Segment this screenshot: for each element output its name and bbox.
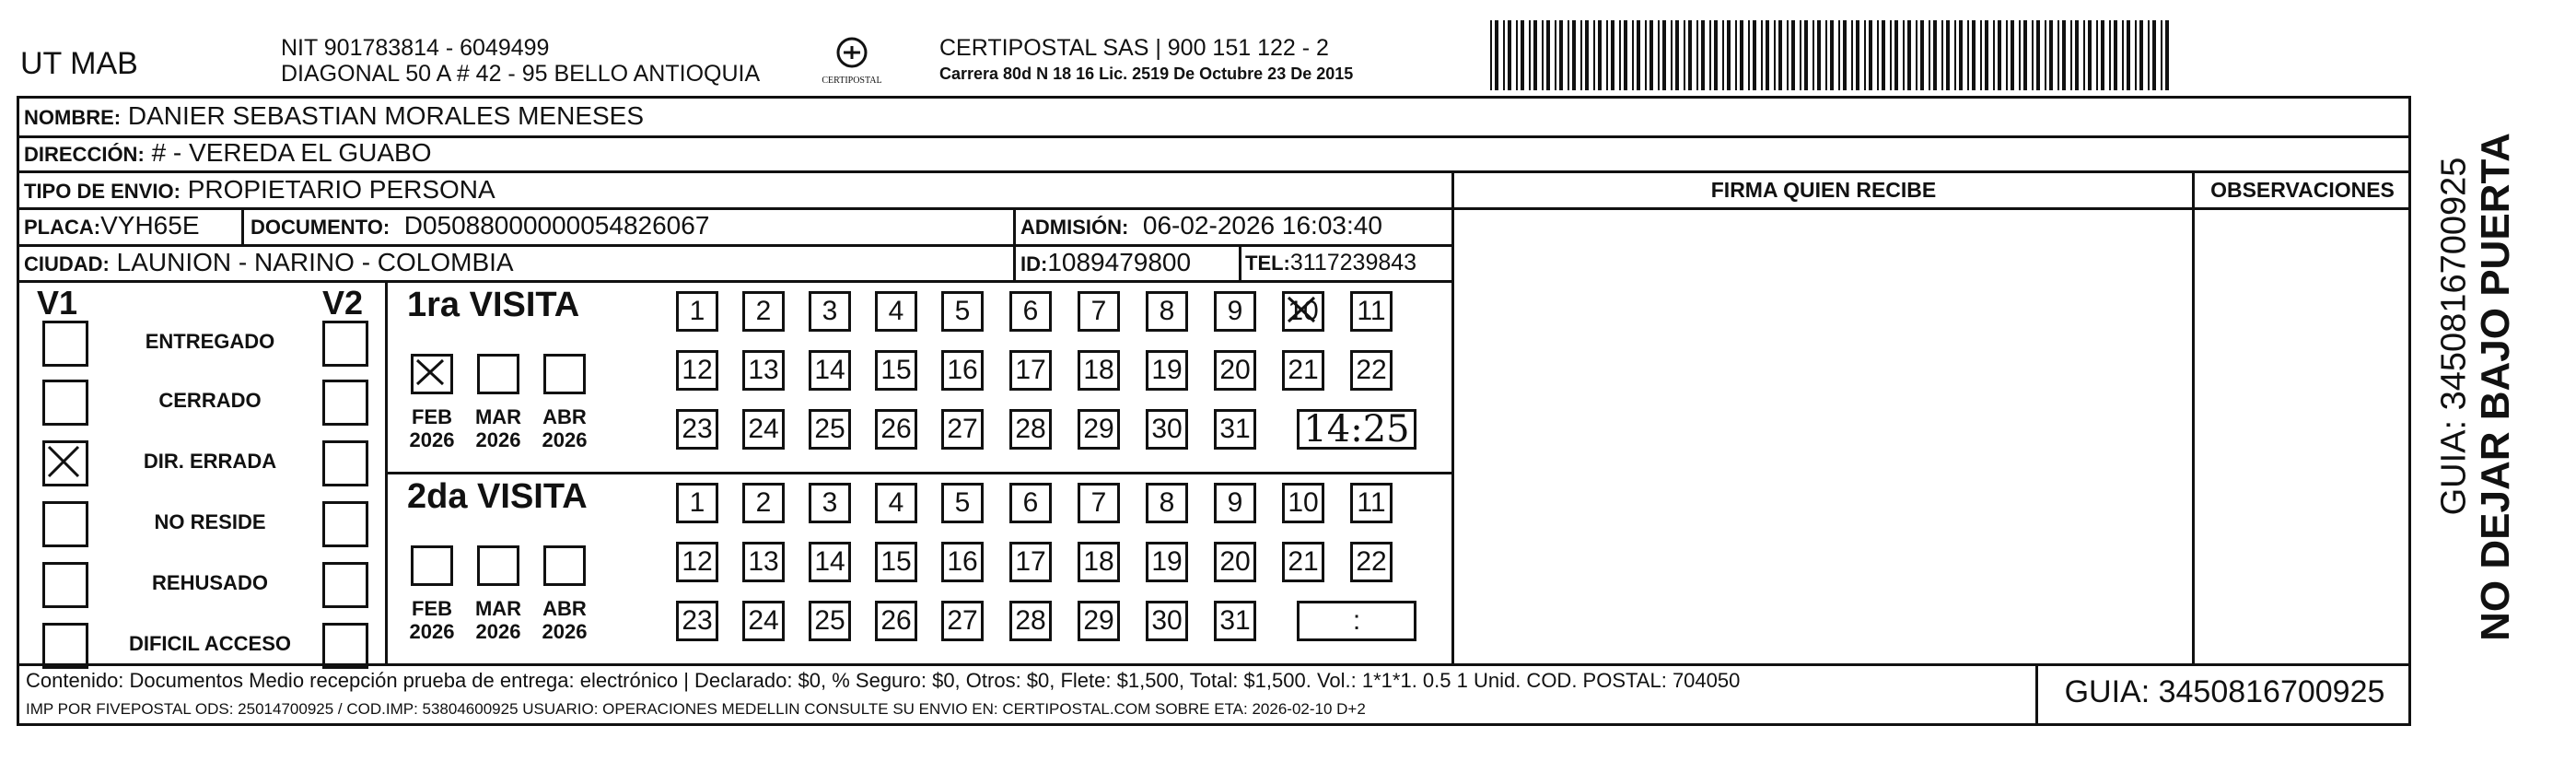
admision-value: 06-02-2026 16:03:40 xyxy=(1142,211,1382,240)
status-v1-checkbox[interactable] xyxy=(42,321,88,367)
barcode-bar xyxy=(1774,20,1776,90)
day-box[interactable]: 3 xyxy=(809,483,851,523)
logo-text: CERTIPOSTAL xyxy=(822,76,882,86)
barcode-bar xyxy=(1632,20,1634,90)
day-box[interactable]: 25 xyxy=(809,409,851,450)
barcode-bar xyxy=(2011,20,2014,90)
day-box[interactable]: 13 xyxy=(742,542,785,582)
carrier-name: CERTIPOSTAL SAS | 900 151 122 - 2 xyxy=(939,35,1329,61)
barcode-bar xyxy=(1804,20,1808,90)
barcode-bar xyxy=(1882,20,1885,90)
day-box[interactable]: 6 xyxy=(1009,483,1052,523)
day-box[interactable]: 9 xyxy=(1214,291,1256,332)
status-v2-checkbox[interactable] xyxy=(322,380,368,426)
day-box[interactable]: 27 xyxy=(941,601,984,641)
day-box[interactable]: 30 xyxy=(1146,601,1188,641)
status-label: NO RESIDE xyxy=(154,510,266,533)
barcode xyxy=(1490,20,2176,90)
barcode-bar xyxy=(1606,20,1608,90)
barcode-bar xyxy=(1929,20,1930,90)
barcode-bar xyxy=(2006,20,2008,90)
barcode-bar xyxy=(2122,20,2124,90)
barcode-bar xyxy=(1735,20,1737,90)
barcode-bar xyxy=(1761,20,1763,90)
footer-contenido: Contenido: Documentos Medio recepción prueba de entrega: electrónico | Declarado: $0, % Seguro: $0, Otros: $0, Flete: $1,500, Total: $1,500. Vol.: 1*1*1. 0.5 1 Unid. COD. POSTAL: 704050 xyxy=(26,669,1741,692)
barcode-bar xyxy=(2088,20,2092,90)
barcode-bar xyxy=(2049,20,2053,90)
day-box[interactable]: 19 xyxy=(1146,350,1188,391)
barcode-bar xyxy=(1722,20,1724,90)
barcode-bar xyxy=(1980,20,1982,90)
day-box[interactable]: 1 xyxy=(676,483,718,523)
day-box[interactable]: 10 xyxy=(1282,483,1324,523)
check-x-icon xyxy=(1285,294,1322,329)
day-box[interactable]: 29 xyxy=(1078,601,1120,641)
barcode-bar xyxy=(1662,20,1666,90)
documento-value: D05088000000054826067 xyxy=(403,211,710,240)
barcode-bar xyxy=(1864,20,1866,90)
admision-row: ADMISIÓN: 06-02-2026 16:03:40 xyxy=(1020,211,1382,240)
barcode-bar xyxy=(1894,20,1898,90)
company-name: UT MAB xyxy=(20,46,138,81)
barcode-bar xyxy=(2057,20,2059,90)
visit-title: 1ra VISITA xyxy=(407,286,580,324)
observaciones-header: OBSERVACIONES xyxy=(2210,178,2395,202)
barcode-bar xyxy=(1637,20,1640,90)
barcode-bar xyxy=(1954,20,1956,90)
footer-imp: IMP POR FIVEPOSTAL ODS: 25014700925 / COD.IMP: 53804600925 USUARIO: OPERACIONES MEDELLIN CONSULTE SU ENVIO EN: CERTIPOSTAL.COM SOBRE ETA: 2026-02-10 D+2 xyxy=(26,700,1366,718)
barcode-bar xyxy=(2032,20,2034,90)
barcode-bar xyxy=(1959,20,1963,90)
day-box[interactable]: 12 xyxy=(676,542,718,582)
barcode-bar xyxy=(2161,20,2162,90)
barcode-bar xyxy=(2075,20,2079,90)
footer-guia: GUIA: 3450816700925 xyxy=(2064,674,2385,709)
barcode-bar xyxy=(1817,20,1821,90)
day-box[interactable]: 2 xyxy=(742,291,785,332)
day-box[interactable]: 4 xyxy=(875,483,917,523)
day-box[interactable]: 11 xyxy=(1350,291,1393,332)
barcode-bar xyxy=(1521,20,1524,90)
barcode-bar xyxy=(1542,20,1544,90)
barcode-bar xyxy=(1985,20,1988,90)
id-value: 1089479800 xyxy=(1047,248,1192,276)
day-box[interactable]: 1 xyxy=(676,291,718,332)
placa-value: VYH65E xyxy=(100,211,200,240)
month-checkbox[interactable] xyxy=(411,354,453,394)
barcode-bar xyxy=(1877,20,1879,90)
status-label: CERRADO xyxy=(158,389,262,412)
barcode-bar xyxy=(1740,20,1743,90)
ciudad-row: CIUDAD: LAUNION - NARINO - COLOMBIA xyxy=(24,248,514,276)
barcode-bar xyxy=(1645,20,1647,90)
barcode-bar xyxy=(1916,20,1917,90)
barcode-bar xyxy=(1649,20,1653,90)
day-box[interactable]: 3 xyxy=(809,291,851,332)
barcode-bar xyxy=(1671,20,1673,90)
day-box[interactable]: 5 xyxy=(941,483,984,523)
day-box[interactable]: 24 xyxy=(742,601,785,641)
barcode-bar xyxy=(1778,20,1782,90)
day-box[interactable]: 25 xyxy=(809,601,851,641)
day-box[interactable]: 5 xyxy=(941,291,984,332)
day-box[interactable]: 10 xyxy=(1282,291,1324,332)
barcode-bar xyxy=(1787,20,1789,90)
day-box[interactable]: 31 xyxy=(1214,409,1256,450)
status-label: ENTREGADO xyxy=(145,330,275,353)
status-v1-checkbox[interactable] xyxy=(42,380,88,426)
day-box[interactable]: 19 xyxy=(1146,542,1188,582)
barcode-bar xyxy=(1675,20,1679,90)
tipo-value: PROPIETARIO PERSONA xyxy=(187,175,495,204)
day-box[interactable]: 18 xyxy=(1078,350,1120,391)
v2-label: V2 xyxy=(322,284,364,322)
day-box[interactable]: 17 xyxy=(1009,350,1052,391)
divider-firma xyxy=(1451,170,1454,664)
status-label: DIFICIL ACCESO xyxy=(128,632,291,655)
barcode-bar xyxy=(1972,20,1976,90)
day-box[interactable]: 26 xyxy=(875,601,917,641)
barcode-bar xyxy=(2135,20,2137,90)
month-checkbox[interactable] xyxy=(543,354,586,394)
day-box[interactable]: 21 xyxy=(1282,542,1324,582)
barcode-bar xyxy=(1753,20,1756,90)
barcode-bar xyxy=(1907,20,1911,90)
barcode-bar xyxy=(1766,20,1769,90)
barcode-bar xyxy=(1941,20,1943,90)
barcode-bar xyxy=(1933,20,1937,90)
barcode-bar xyxy=(1967,20,1969,90)
barcode-bar xyxy=(1508,20,1511,90)
month-label: FEB 2026 xyxy=(409,597,455,643)
day-box[interactable]: 22 xyxy=(1350,542,1393,582)
barcode-bar xyxy=(1946,20,1950,90)
day-box[interactable]: 7 xyxy=(1078,483,1120,523)
status-v2-checkbox[interactable] xyxy=(322,321,368,367)
month-label: ABR 2026 xyxy=(542,597,588,643)
time-box[interactable]: 14:25 xyxy=(1297,409,1416,450)
month-checkbox[interactable] xyxy=(477,545,519,586)
status-v1-checkbox[interactable] xyxy=(42,440,88,486)
day-box[interactable]: 20 xyxy=(1214,542,1256,582)
day-box[interactable]: 20 xyxy=(1214,350,1256,391)
tel-value: 3117239843 xyxy=(1289,250,1417,275)
placa-row: PLACA:VYH65E xyxy=(24,211,200,240)
status-label: DIR. ERRADA xyxy=(143,450,277,473)
day-box[interactable]: 23 xyxy=(676,409,718,450)
barcode-bar xyxy=(2045,20,2046,90)
company-nit: NIT 901783814 - 6049499 xyxy=(281,35,550,61)
barcode-bar xyxy=(1568,20,1569,90)
status-v1-checkbox[interactable] xyxy=(42,623,88,669)
barcode-bar xyxy=(2165,20,2169,90)
barcode-bar xyxy=(1825,20,1827,90)
month-checkbox[interactable] xyxy=(477,354,519,394)
status-v2-checkbox[interactable] xyxy=(322,623,368,669)
month-label: MAR 2026 xyxy=(474,405,522,451)
month-checkbox[interactable] xyxy=(411,545,453,586)
day-box[interactable]: 9 xyxy=(1214,483,1256,523)
month-label: FEB 2026 xyxy=(409,405,455,451)
barcode-bar xyxy=(1572,20,1576,90)
barcode-bar xyxy=(1851,20,1853,90)
barcode-bar xyxy=(2070,20,2072,90)
day-box[interactable]: 14 xyxy=(809,350,851,391)
day-box[interactable]: 18 xyxy=(1078,542,1120,582)
barcode-bar xyxy=(1701,20,1705,90)
barcode-bar xyxy=(2096,20,2098,90)
barcode-bar xyxy=(2023,20,2027,90)
day-box[interactable]: 11 xyxy=(1350,483,1393,523)
barcode-bar xyxy=(1800,20,1801,90)
nombre-row: NOMBRE: DANIER SEBASTIAN MORALES MENESES xyxy=(24,101,645,130)
barcode-bar xyxy=(1920,20,1924,90)
barcode-bar xyxy=(2114,20,2117,90)
barcode-bar xyxy=(1843,20,1847,90)
day-box[interactable]: 2 xyxy=(742,483,785,523)
v1-label: V1 xyxy=(37,284,78,322)
tipo-row: TIPO DE ENVIO: PROPIETARIO PERSONA xyxy=(24,175,495,204)
barcode-bar xyxy=(1748,20,1750,90)
barcode-bar xyxy=(1495,20,1498,90)
barcode-bar xyxy=(2148,20,2150,90)
time-box[interactable]: : xyxy=(1297,601,1416,641)
nombre-value: DANIER SEBASTIAN MORALES MENESES xyxy=(127,101,645,130)
barcode-bar xyxy=(2127,20,2130,90)
month-label: ABR 2026 xyxy=(542,405,588,451)
id-row: ID:1089479800 xyxy=(1020,248,1192,276)
barcode-bar xyxy=(1611,20,1614,90)
barcode-bar xyxy=(2019,20,2021,90)
status-v2-checkbox[interactable] xyxy=(322,440,368,486)
barcode-bar xyxy=(2083,20,2085,90)
day-box[interactable]: 6 xyxy=(1009,291,1052,332)
barcode-bar xyxy=(1684,20,1685,90)
barcode-bar xyxy=(1838,20,1840,90)
day-box[interactable]: 8 xyxy=(1146,291,1188,332)
day-box[interactable]: 16 xyxy=(941,542,984,582)
day-box[interactable]: 29 xyxy=(1078,409,1120,450)
day-box[interactable]: 31 xyxy=(1214,601,1256,641)
day-box[interactable]: 28 xyxy=(1009,409,1052,450)
day-box[interactable]: 30 xyxy=(1146,409,1188,450)
barcode-bar xyxy=(1688,20,1692,90)
day-box[interactable]: 4 xyxy=(875,291,917,332)
visit-title: 2da VISITA xyxy=(407,477,588,516)
barcode-bar xyxy=(1559,20,1563,90)
barcode-bar xyxy=(2036,20,2040,90)
status-label: REHUSADO xyxy=(152,571,268,594)
day-box[interactable]: 27 xyxy=(941,409,984,450)
certipostal-logo-icon xyxy=(820,35,884,90)
day-box[interactable]: 17 xyxy=(1009,542,1052,582)
status-v2-checkbox[interactable] xyxy=(322,562,368,608)
carrier-license: Carrera 80d N 18 16 Lic. 2519 De Octubre 23 De 2015 xyxy=(939,64,1354,83)
day-box[interactable]: 8 xyxy=(1146,483,1188,523)
barcode-bar xyxy=(1580,20,1582,90)
barcode-bar xyxy=(1830,20,1834,90)
barcode-bar xyxy=(1503,20,1505,90)
company-address: DIAGONAL 50 A # 42 - 95 BELLO ANTIOQUIA xyxy=(281,61,761,87)
day-box[interactable]: 24 xyxy=(742,409,785,450)
status-v1-checkbox[interactable] xyxy=(42,501,88,547)
check-x-icon xyxy=(45,443,86,484)
day-box[interactable]: 15 xyxy=(875,350,917,391)
barcode-bar xyxy=(1533,20,1537,90)
day-box[interactable]: 13 xyxy=(742,350,785,391)
barcode-bar xyxy=(1529,20,1531,90)
barcode-bar xyxy=(1709,20,1711,90)
barcode-bar xyxy=(1555,20,1556,90)
barcode-bar xyxy=(1585,20,1589,90)
barcode-bar xyxy=(1490,20,1492,90)
day-box[interactable]: 15 xyxy=(875,542,917,582)
barcode-bar xyxy=(1791,20,1795,90)
day-box[interactable]: 21 xyxy=(1282,350,1324,391)
day-box[interactable]: 26 xyxy=(875,409,917,450)
day-box[interactable]: 14 xyxy=(809,542,851,582)
firma-header: FIRMA QUIEN RECIBE xyxy=(1710,178,1937,202)
barcode-bar xyxy=(1546,20,1550,90)
day-box[interactable]: 28 xyxy=(1009,601,1052,641)
barcode-bar xyxy=(1516,20,1518,90)
barcode-bar xyxy=(2062,20,2066,90)
barcode-bar xyxy=(1619,20,1621,90)
check-x-icon xyxy=(414,357,450,392)
barcode-bar xyxy=(1890,20,1892,90)
side-guia: GUIA: 3450816700925 xyxy=(2434,157,2474,516)
barcode-bar xyxy=(1598,20,1602,90)
direccion-row: DIRECCIÓN: # - VEREDA EL GUABO xyxy=(24,138,432,167)
month-checkbox[interactable] xyxy=(543,545,586,586)
side-warning: NO DEJAR BAJO PUERTA xyxy=(2473,133,2518,641)
barcode-bar xyxy=(1813,20,1814,90)
barcode-bar xyxy=(1856,20,1859,90)
day-box[interactable]: 16 xyxy=(941,350,984,391)
barcode-bar xyxy=(1869,20,1872,90)
day-box[interactable]: 23 xyxy=(676,601,718,641)
day-box[interactable]: 7 xyxy=(1078,291,1120,332)
barcode-bar xyxy=(2139,20,2143,90)
divider-observaciones xyxy=(2192,170,2195,664)
month-label: MAR 2026 xyxy=(474,597,522,643)
barcode-bar xyxy=(2101,20,2104,90)
barcode-bar xyxy=(1727,20,1731,90)
day-box[interactable]: 12 xyxy=(676,350,718,391)
status-v1-checkbox[interactable] xyxy=(42,562,88,608)
ciudad-value: LAUNION - NARINO - COLOMBIA xyxy=(116,248,514,276)
status-v2-checkbox[interactable] xyxy=(322,501,368,547)
barcode-bar xyxy=(1993,20,1995,90)
barcode-bar xyxy=(1658,20,1660,90)
barcode-bar xyxy=(2152,20,2156,90)
barcode-bar xyxy=(1998,20,2001,90)
barcode-bar xyxy=(1903,20,1905,90)
direccion-value: # - VEREDA EL GUABO xyxy=(151,138,432,167)
tel-row: TEL:3117239843 xyxy=(1245,250,1417,275)
barcode-bar xyxy=(1593,20,1595,90)
day-box[interactable]: 22 xyxy=(1350,350,1393,391)
barcode-bar xyxy=(1714,20,1718,90)
barcode-bar xyxy=(1696,20,1698,90)
barcode-bar xyxy=(2109,20,2111,90)
barcode-bar xyxy=(1624,20,1627,90)
documento-row: DOCUMENTO: D05088000000054826067 xyxy=(251,211,710,240)
